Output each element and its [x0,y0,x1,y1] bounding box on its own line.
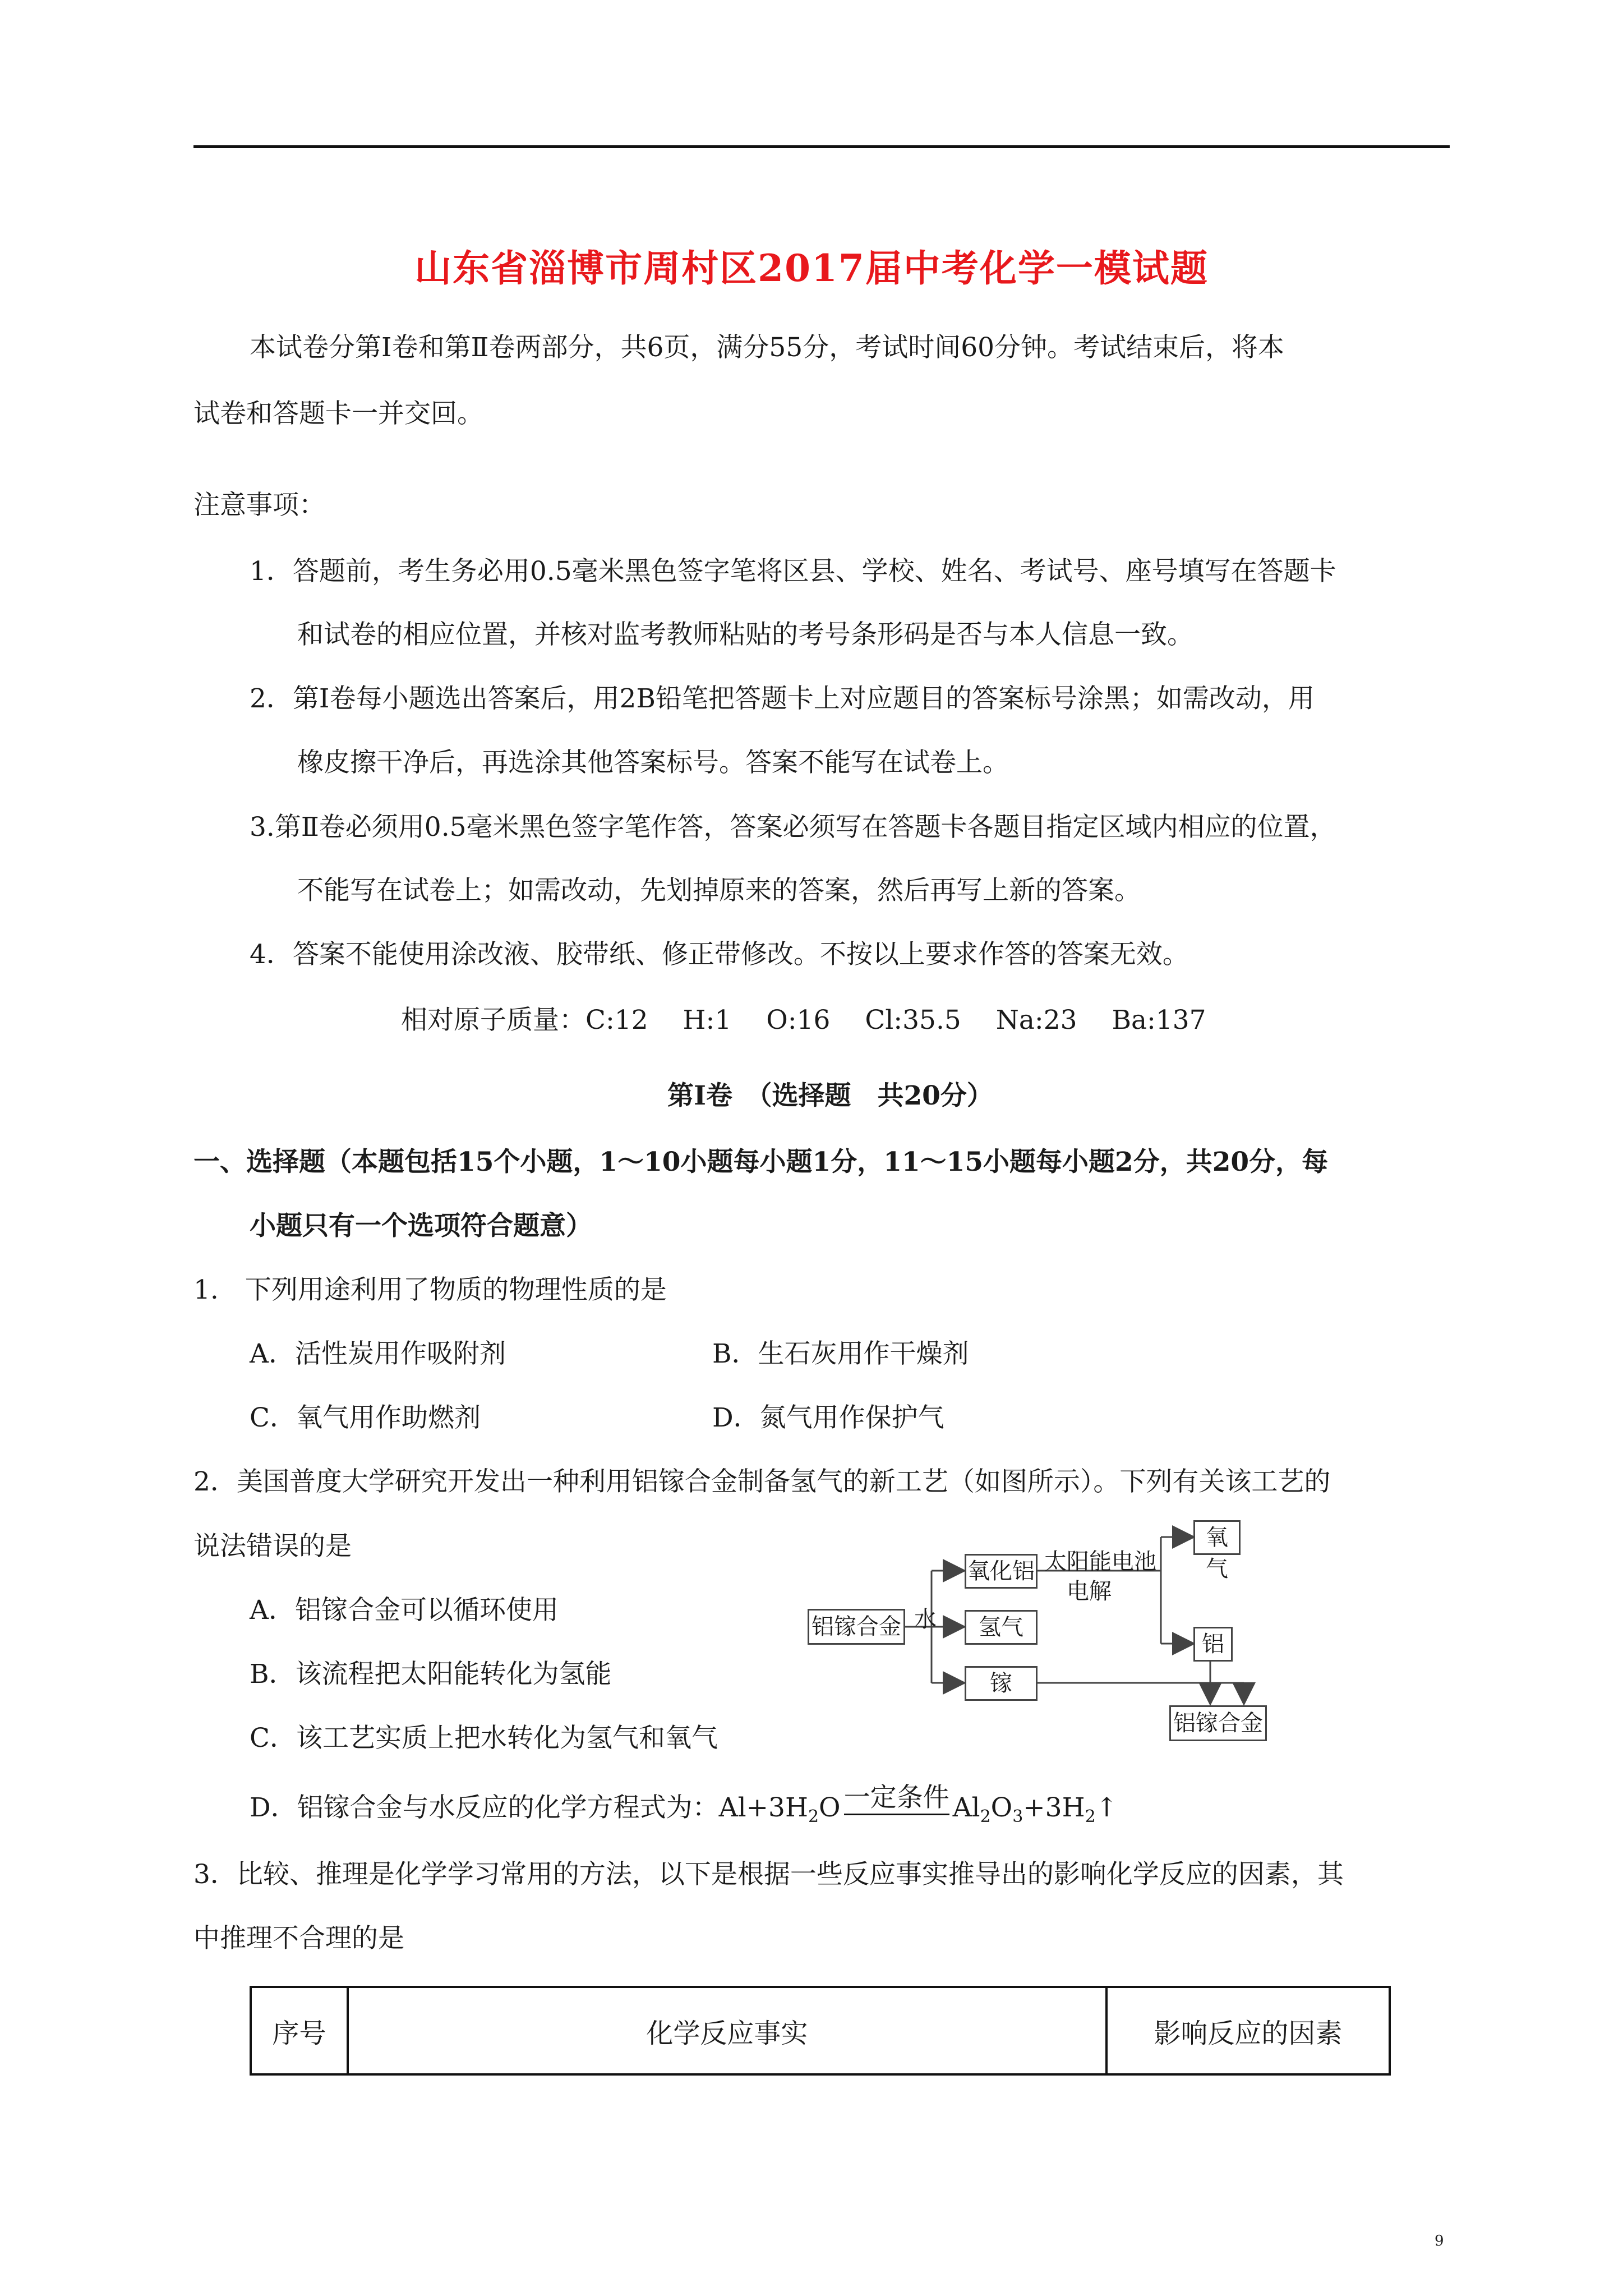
notice-2-line-2: 橡皮擦干净后，再选涂其他答案标号。答案不能写在试卷上。 [297,747,1009,778]
label-water: 水 [914,1607,937,1632]
header-index: 序号 [251,1987,348,2074]
atomic-mass: 相对原子质量：C:12 H:1 O:16 Cl:35.5 Na:23 Ba:137 [401,1005,1206,1036]
part1-line-1: 一、选择题（本题包括15个小题，1～10小题每小题1分，11～15小题每小题2分，共20分，每 [193,1147,1329,1177]
box-alloy-output: 铝镓合金 [1169,1705,1267,1741]
notice-3-line-2: 不能写在试卷上；如需改动，先划掉原来的答案，然后再写上新的答案。 [297,875,1141,906]
box-hydrogen: 氢气 [965,1610,1038,1645]
notice-1-line-2: 和试卷的相应位置，并核对监考教师粘贴的考号条形码是否与本人信息一致。 [297,619,1193,650]
notice-2-line-1: 2．第Ⅰ卷每小题选出答案后，用2B铅笔把答题卡上对应题目的答案标号涂黑；如需改动，用 [250,683,1315,714]
q1-stem: 1. 下列用途利用了物质的物理性质的是 [193,1274,667,1305]
table-header-row [251,1987,1390,2074]
q2-stem-line-2: 说法错误的是 [193,1531,352,1562]
page-title: 山东省淄博市周村区2017届中考化学一模试题 [414,246,1209,290]
part1-line-2: 小题只有一个选项符合题意） [250,1211,592,1241]
q2-option-d [250,1782,1118,1826]
page-number: 9 [1435,2233,1444,2249]
q3-table [250,1986,1391,2076]
q3-stem-line-2: 中推理不合理的是 [193,1923,404,1954]
reaction-condition-text: 一定条件 [844,1782,949,1815]
header-factor: 影响反应的因素 [1106,1987,1390,2074]
q2-d-o2: O [990,1792,1013,1823]
box-alloy-input: 铝镓合金 [808,1609,905,1645]
q1-option-b: B．生石灰用作干燥剂 [712,1338,969,1369]
q2-d-sub2: 2 [980,1807,991,1826]
q2-d-sub1: 2 [808,1807,819,1826]
box-gallium: 镓 [965,1666,1038,1701]
q2-d-o: O [819,1792,841,1823]
q3-stem-line-1: 3．比较、推理是化学学习常用的方法，以下是根据一些反应事实推导出的影响化学反应的因素，其 [193,1859,1344,1890]
q1-option-a: A．活性炭用作吸附剂 [250,1338,506,1369]
q2-stem-line-1: 2．美国普度大学研究开发出一种利用铝镓合金制备氢气的新工艺（如图所示）。下列有关该工艺的 [193,1466,1331,1497]
q2-option-a: A．铝镓合金可以循环使用 [250,1595,559,1626]
box-alumina: 氧化铝 [965,1554,1038,1589]
box-oxygen: 氧气 [1193,1520,1241,1555]
intro-line-1: 本试卷分第Ⅰ卷和第Ⅱ卷两部分，共6页，满分55分，考试时间60分钟。考试结束后，将本 [250,332,1285,363]
label-solar-cell: 太阳能电池 [1044,1549,1156,1575]
header-fact: 化学反应事实 [348,1987,1106,2074]
q1-option-c: C．氧气用作助燃剂 [250,1402,481,1433]
section-title: 第Ⅰ卷 （选择题 共20分） [667,1080,993,1111]
notice-heading: 注意事项： [193,490,325,521]
top-rule [193,145,1450,148]
notice-4: 4．答案不能使用涂改液、胶带纸、修正带修改。不按以上要求作答的答案无效。 [250,939,1189,970]
q2-d-sub4: 2 [1085,1807,1096,1826]
label-electrolysis: 电解 [1067,1579,1112,1604]
q2-d-sub3: 3 [1012,1807,1023,1826]
notice-3-line-1: 3.第Ⅱ卷必须用0.5毫米黑色签字笔作答，答案必须写在答题卡各题目指定区域内相应的位置， [250,812,1336,843]
notice-1-line-1: 1．答题前，考生务必用0.5毫米黑色签字笔将区县、学校、姓名、考试号、座号填写在答题卡 [250,556,1336,587]
q1-option-d: D．氮气用作保护气 [712,1402,944,1433]
intro-line-2: 试卷和答题卡一并交回。 [193,398,483,429]
q2-option-c: C．该工艺实质上把水转化为氢气和氧气 [250,1723,718,1754]
reaction-condition [841,1782,953,1815]
box-aluminum: 铝 [1193,1627,1233,1662]
q2-d-prefix: D．铝镓合金与水反应的化学方程式为：Al+3H [250,1792,808,1823]
q2-d-h: +3H [1023,1792,1085,1823]
q2-d-arrow: ↑ [1095,1792,1118,1823]
q2-option-b: B．该流程把太阳能转化为氢能 [250,1659,612,1690]
q2-d-al: Al [952,1792,980,1823]
